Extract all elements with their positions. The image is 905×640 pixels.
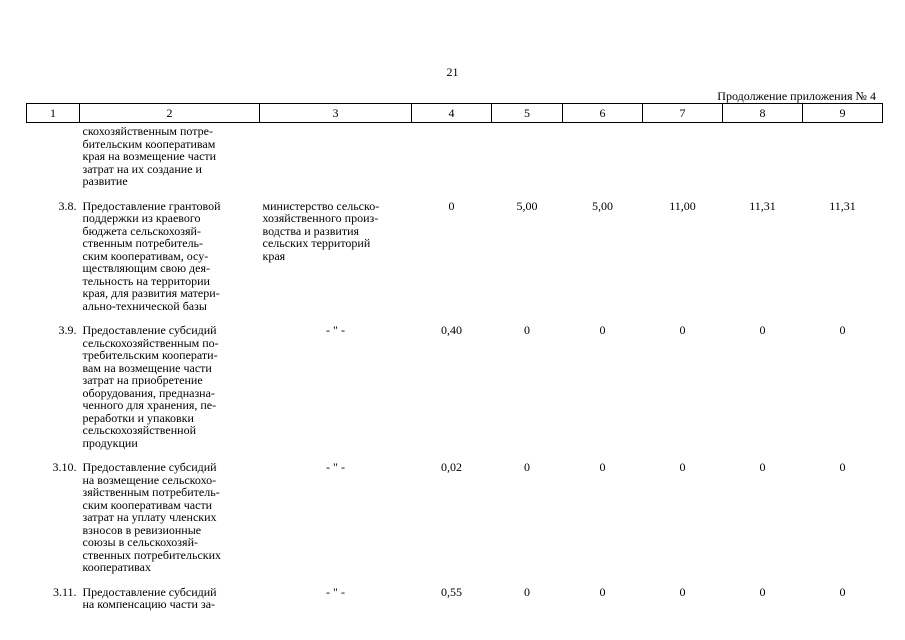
value-col-8: 0	[759, 584, 766, 599]
measure-description: Предоставление субсидий на возмещение сельскохо- зяйственным потребитель- ским кооперативам части затрат на уплату членских взносов в ревизионные союзы в сельскохозяй- ственных потребительских кооперативах	[82, 460, 222, 574]
page-number: 21	[446, 65, 459, 79]
row-number: 3.10.	[52, 460, 77, 474]
value-col-9: 0	[839, 584, 846, 599]
executor: министерство сельско- хозяйственного произ- водства и развития сельских территорий края	[262, 198, 380, 263]
value-col-7: 0	[679, 323, 686, 337]
value-col-8	[723, 123, 803, 200]
row-number: 3.9.	[58, 323, 77, 337]
header-col-8: 8	[723, 104, 803, 123]
value-col-9	[803, 123, 883, 200]
executor: - " -	[326, 460, 345, 474]
table-row	[27, 324, 883, 461]
header-col-5: 5	[492, 104, 563, 123]
value-col-7	[643, 123, 723, 200]
value-col-4: 0	[448, 198, 455, 213]
value-col-8: 0	[759, 460, 766, 474]
value-col-8: 11,31	[749, 198, 776, 213]
value-col-6: 0	[599, 584, 606, 599]
value-col-4: 0,02	[441, 460, 462, 474]
value-col-6: 0	[599, 323, 606, 337]
appendix-table	[26, 103, 883, 623]
value-col-4	[412, 123, 492, 200]
table-row	[27, 123, 883, 200]
value-col-4: 0,40	[441, 323, 462, 337]
table-row	[27, 461, 883, 586]
value-col-6: 0	[599, 460, 606, 474]
value-col-5: 0	[524, 323, 530, 337]
header-col-6: 6	[563, 104, 643, 123]
measure-description: скохозяйственным потре- бительским кооперативам края на возмещение части затрат на их создание и развитие	[82, 124, 217, 188]
executor: - " -	[326, 323, 345, 337]
header-col-1: 1	[27, 104, 80, 123]
value-col-5: 0	[524, 584, 530, 599]
row-number	[27, 123, 80, 200]
row-number: 3.11.	[52, 584, 77, 599]
header-col-7: 7	[643, 104, 723, 123]
continuation-label: Продолжение приложения № 4	[717, 89, 876, 103]
value-col-7: 0	[679, 460, 686, 474]
value-col-9: 0	[839, 323, 846, 337]
header-col-4: 4	[412, 104, 492, 123]
measure-description: Предоставление субсидий на компенсацию части за-	[82, 584, 217, 611]
executor: - " -	[326, 584, 345, 599]
executor	[260, 123, 412, 200]
header-col-3: 3	[260, 104, 412, 123]
table-row	[27, 200, 883, 325]
measure-description: Предоставление грантовой поддержки из краевого бюджета сельскохозяй- ственным потребитель- ским кооперативам, осу- ществляющим свою дея- тельность на территории края, для развития матери- ально-технической базы	[82, 198, 221, 313]
value-col-5	[492, 123, 563, 200]
value-col-7: 11,00	[669, 198, 696, 213]
value-col-9: 0	[839, 460, 846, 474]
value-col-6	[563, 123, 643, 200]
value-col-4: 0,55	[441, 584, 462, 599]
header-col-9: 9	[803, 104, 883, 123]
row-number: 3.8.	[58, 198, 77, 213]
header-col-2: 2	[80, 104, 260, 123]
table-row	[27, 586, 883, 623]
value-col-7: 0	[679, 584, 686, 599]
table-header-row	[27, 104, 883, 123]
value-col-6: 5,00	[592, 198, 613, 213]
value-col-9: 11,31	[829, 198, 856, 213]
value-col-5: 0	[524, 460, 530, 474]
value-col-8: 0	[759, 323, 766, 337]
measure-description: Предоставление субсидий сельскохозяйственным по- требительским кооперати- вам на возмещение части затрат на приобретение оборудования, предназна- ченного для хранения, пе- реработки и упаковки сельскохозяйственной продукции	[82, 323, 219, 450]
value-col-5: 5,00	[516, 198, 538, 213]
